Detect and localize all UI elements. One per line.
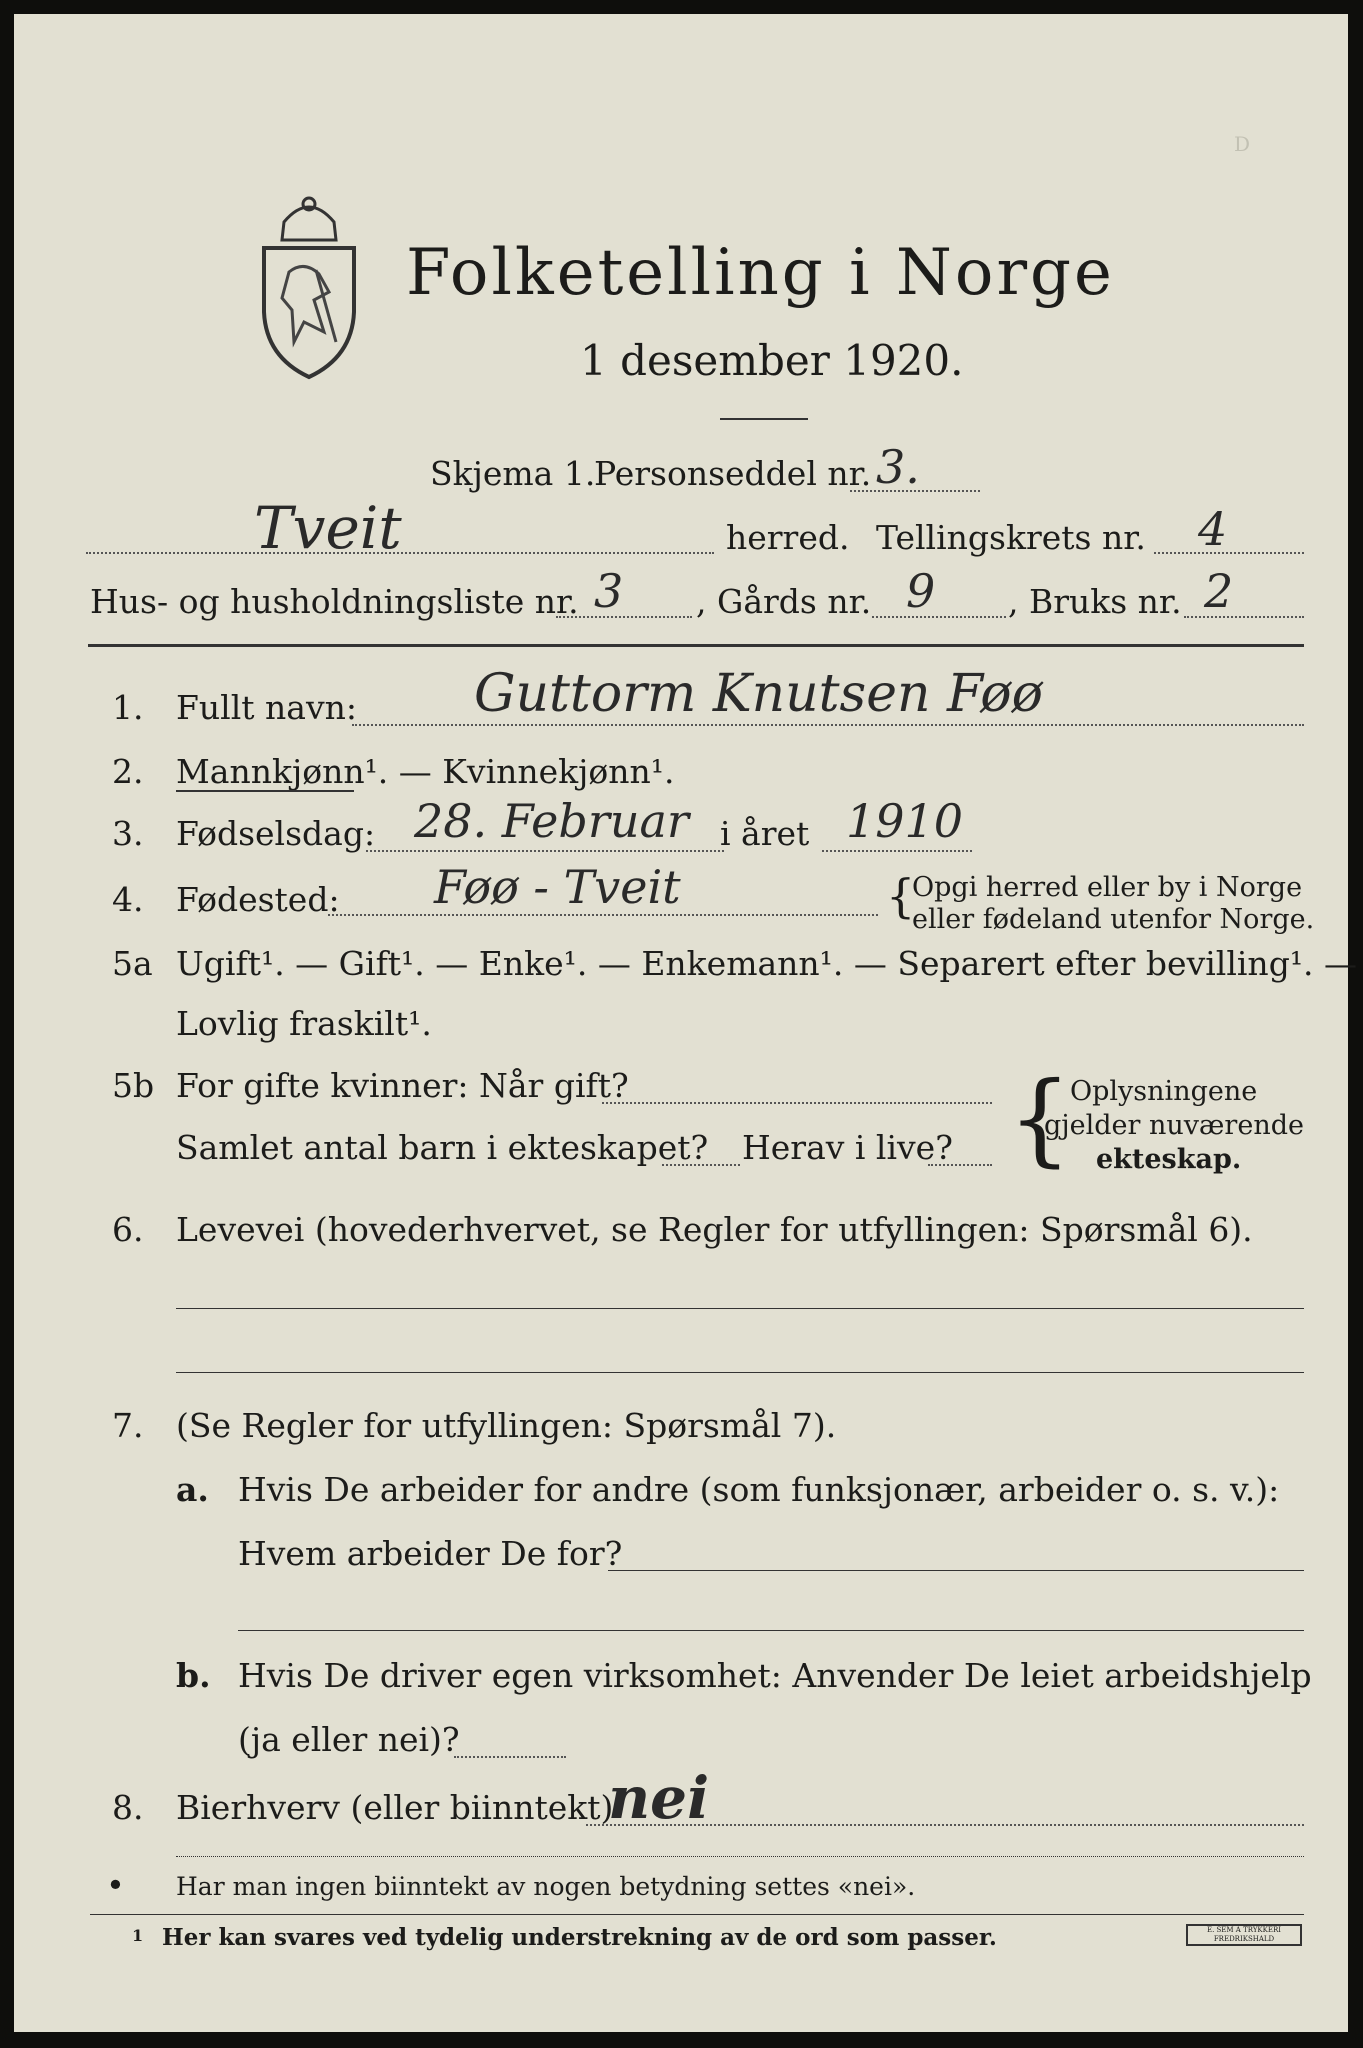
nei-note: Har man ingen biinntekt av nogen betydning settes «nei». <box>176 1872 916 1901</box>
q4-label: Fødested: <box>176 880 340 919</box>
side-income-value[interactable]: nei <box>608 1764 710 1832</box>
footnote-divider <box>90 1914 1304 1915</box>
bruks-value[interactable]: 2 <box>1204 564 1234 618</box>
q5b-number: 5b <box>112 1066 155 1105</box>
q8-number: 8. <box>112 1788 144 1827</box>
husliste-value[interactable]: 3 <box>594 564 624 618</box>
personseddel-label: Personseddel nr. <box>594 454 872 493</box>
gards-label: , Gårds nr. <box>696 582 872 621</box>
marital-status-options-2: Lovlig fraskilt¹. <box>176 1004 432 1043</box>
bruks-label: , Bruks nr. <box>1008 582 1182 621</box>
q3-year-line <box>822 850 972 852</box>
q5b-brace: { <box>1008 1060 1072 1177</box>
herred-value[interactable]: Tveit <box>254 494 402 562</box>
footnote-mark: 1 <box>132 1926 144 1945</box>
bruks-line <box>1184 616 1304 618</box>
gender-options: Mannkjønn¹. — Kvinnekjønn¹. <box>176 752 675 791</box>
occupation-line-1 <box>176 1308 1304 1309</box>
q3-label: Fødselsdag: <box>176 814 376 853</box>
q5b-alive-line <box>928 1164 992 1166</box>
q5b-married-line <box>602 1102 992 1104</box>
q5b-children-line <box>662 1164 740 1166</box>
q7a-label: Hvis De arbeider for andre (som funksjonær, arbeider o. s. v.): <box>238 1470 1280 1509</box>
birthplace-value[interactable]: Føø - Tveit <box>434 860 681 914</box>
bleed-through-text: D <box>1234 132 1251 156</box>
census-date: 1 desember 1920. <box>580 336 964 385</box>
q7b-line <box>454 1756 566 1758</box>
q4-brace: { <box>886 869 916 923</box>
q7b-hired-help-label: (ja eller nei)? <box>238 1720 460 1759</box>
q5b-children-label: Samlet antal barn i ekteskapet? <box>176 1128 709 1167</box>
footnote-text: Her kan svares ved tydelig understrekning av de ord som passer. <box>162 1924 997 1951</box>
q2-number: 2. <box>112 752 144 791</box>
gards-value[interactable]: 9 <box>906 564 936 618</box>
header-divider <box>88 644 1304 647</box>
q7a-letter: a. <box>176 1470 209 1509</box>
bullet-icon: • <box>106 1866 125 1904</box>
occupation-label: Levevei (hovederhvervet, se Regler for utfyllingen: Spørsmål 6). <box>176 1210 1253 1249</box>
q4-note-line2: eller fødeland utenfor Norge. <box>912 904 1315 935</box>
q5b-note-line3: ekteskap. <box>1096 1144 1242 1175</box>
herred-label: herred. <box>726 518 850 557</box>
tellingskrets-line <box>1154 552 1304 554</box>
q7a-employer-line <box>608 1570 1304 1571</box>
q7b-label: Hvis De driver egen virksomhet: Anvender De leiet arbeidshjelp <box>238 1656 1312 1695</box>
title-divider <box>720 418 808 420</box>
q5b-label: For gifte kvinner: Når gift? <box>176 1066 629 1105</box>
husliste-label: Hus- og husholdningsliste nr. <box>90 582 579 621</box>
q7a-employer-line-2 <box>238 1630 1304 1631</box>
husliste-line <box>556 616 692 618</box>
q5b-note-line2: gjelder nuværende <box>1044 1110 1304 1141</box>
census-form-page <box>14 14 1358 2032</box>
q1-label: Fullt navn: <box>176 688 357 727</box>
q5b-note-line1: Oplysningene <box>1070 1076 1258 1107</box>
q1-number: 1. <box>112 688 144 727</box>
q7a-employer-label: Hvem arbeider De for? <box>238 1534 623 1573</box>
q3-number: 3. <box>112 814 144 853</box>
tellingskrets-label: Tellingskrets nr. <box>876 518 1146 557</box>
q7-number: 7. <box>112 1406 144 1445</box>
q7-label: (Se Regler for utfyllingen: Spørsmål 7). <box>176 1406 837 1445</box>
q5b-alive-label: Herav i live? <box>742 1128 953 1167</box>
q3-line <box>366 850 724 852</box>
birthday-value[interactable]: 28. Februar <box>414 794 689 848</box>
personseddel-value[interactable]: 3. <box>876 440 920 494</box>
q1-line <box>352 724 1304 726</box>
gards-line <box>872 616 1006 618</box>
q4-number: 4. <box>112 880 144 919</box>
footer-rule <box>176 1856 1304 1857</box>
tellingskrets-value[interactable]: 4 <box>1198 502 1228 556</box>
side-income-label: Bierhverv (eller biinntekt) <box>176 1788 614 1827</box>
gender-underline <box>176 790 354 792</box>
skjema-label: Skjema 1. <box>430 454 596 493</box>
q5a-number: 5a <box>112 944 153 983</box>
coat-of-arms-icon <box>244 182 374 382</box>
full-name-value[interactable]: Guttorm Knutsen Føø <box>474 664 1043 724</box>
marital-status-options: Ugift¹. — Gift¹. — Enke¹. — Enkemann¹. — Separert efter bevilling¹. — <box>176 944 1358 983</box>
q3-year-label: i året <box>720 814 810 853</box>
birth-year-value[interactable]: 1910 <box>846 794 964 848</box>
q6-number: 6. <box>112 1210 144 1249</box>
printer-stamp: E. SEM A TRYKKERI FREDRIKSHALD <box>1186 1924 1302 1946</box>
q4-line <box>328 914 878 916</box>
form-title: Folketelling i Norge <box>406 236 1115 310</box>
q7b-letter: b. <box>176 1656 211 1695</box>
occupation-line-2 <box>176 1372 1304 1373</box>
q4-note-line1: Opgi herred eller by i Norge <box>912 872 1303 903</box>
